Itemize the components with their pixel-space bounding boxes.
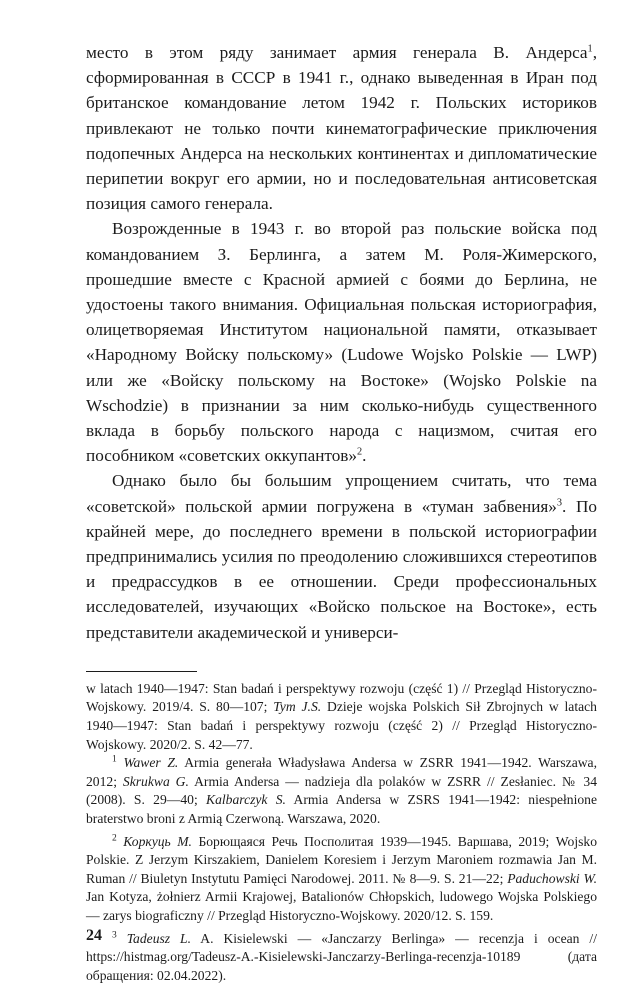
page-number: 24 [86, 927, 102, 944]
footnote-2 [86, 833, 597, 926]
footnote-author: Коркуць М. [123, 833, 192, 849]
paragraph-3-text-cont: . По крайней мере, до последнего времени в польской историографии предпринимались усилия по преодолению сложившихся стереотипов и предрассудков в ее отношении. Среди профессиональных исследователей, изучающих «Войско польское на Востоке», есть представители академической и универси- [86, 496, 597, 642]
book-page [86, 40, 597, 985]
paragraph-3 [86, 468, 597, 644]
footnote-3 [86, 930, 597, 986]
paragraph-2 [86, 216, 597, 468]
footnote-continuation [86, 680, 597, 754]
paragraph-2-text-cont: . [362, 446, 367, 466]
paragraph-1-text-cont: , сформированная в СССР в 1941 г., однако выведенная в Иран под британское командование летом 1942 г. Польских историков привлекают не только почти кинематографические приключения подопечных Андерса на нескольких континентах и дипломатические перипетии вокруг его армии, но и последовательная антисоветская позиция самого генерала. [86, 43, 597, 214]
footnote-author: Tadeusz L. [126, 930, 192, 946]
footnote-continuation-text: w latach 1940—1947: Stan badań i perspektywy rozwoju (część 1) // Przegląd Historyczno-Wojskowy. 2019/4. S. 80—107; [86, 680, 597, 715]
footnote-ref-1: 1 [587, 43, 593, 55]
footnote-2-text: Борющаяся Речь Посполитая 1939—1945. Варшава, 2019; Wojsko Polskie. Z Jerzym Kirszakiem, Danielem Koresiem i Jerzym Maroniem rozmawia Jan M. Ruman // Biuletyn Instytutu Pamięci Narodowej. 2011. № 8—9. S. 21—22; [86, 833, 597, 886]
paragraph-1-text: место в этом ряду занимает армия генерала В. Андерса [86, 43, 588, 62]
footnote-author: Paduchowski W. [507, 870, 597, 886]
footnote-author: Wawer Z. [123, 755, 179, 771]
footnote-author: Kalbarczyk S. [206, 792, 286, 808]
paragraph-2-text: Возрожденные в 1943 г. во второй раз польские войска под командованием З. Берлинга, а затем М. Роля-Жимерского, прошедшие вместе с Красной армией с боями до Берлина, не удостоены такого внимания. Официальная польская историография, олицетворяемая Институтом национальной памяти, отказывает «Народному Войску польскому» (Ludowe Wojsko Polskie — LWP) или же «Войску польскому на Востоке» (Wojsko Polskie na Wschodzie) в признании за ним сколько-нибудь существенного вклада в борьбу польского народа с нацизмом, считая его пособником «советских оккупантов» [86, 219, 597, 466]
footnote-1-text-end: Armia Andersa w ZSRS 1941—1942: niespełnione braterstwo broni z Armią Czerwoną. Warszawa, 2020. [86, 792, 597, 827]
main-text [86, 40, 597, 645]
paragraph-3-text: Однако было бы большим упрощением считать, что тема «советской» польской армии погружена в «туман забвения» [86, 471, 597, 516]
footnote-continuation-text-cont: Dzieje wojska Polskich Sił Zbrojnych w latach 1940—1947: Stan badań i perspektywy rozwoju (część 2) // Przegląd Historyczno-Wojskowy. 2020/2. S. 42—77. [86, 699, 597, 752]
footnote-3-text: A. Kisielewski — «Janczarzy Berlinga» — recenzja i ocean // https://histmag.org/Tadeusz-A.-Kisielewski-Janczarzy-Berlinga-recenzja-10189 (дата обращения: 02.04.2022). [86, 930, 597, 983]
footnotes [86, 680, 597, 986]
footnote-1 [86, 754, 597, 828]
paragraph-1 [86, 40, 597, 216]
footnote-3-number: 3 [112, 930, 117, 941]
footnote-author: Skrukwa G. [122, 773, 189, 789]
footnote-1-text: Armia generała Władysława Andersa w ZSRR 1941—1942. Warszawa, 2012; [86, 755, 597, 789]
footnote-author: Tym J.S. [273, 699, 322, 715]
footnote-ref-3: 3 [556, 496, 563, 508]
footnote-1-number: 1 [112, 754, 117, 765]
footnote-ref-2: 2 [357, 446, 363, 458]
footnote-divider [86, 671, 197, 672]
footnote-2-text-cont: Jan Kotyza, żołnierz Armii Krajowej, Batalionów Chłopskich, ludowego Wojska Polskiego — zarys biograficzny // Przegląd Historyczno-Wojskowy. 2020/12. S. 159. [86, 889, 597, 923]
footnote-2-number: 2 [112, 833, 117, 844]
footnote-1-text-cont: Armia Andersa — nadzieja dla polaków w ZSRR // Zesłaniec. № 34 (2008). S. 29—40; [86, 773, 597, 808]
